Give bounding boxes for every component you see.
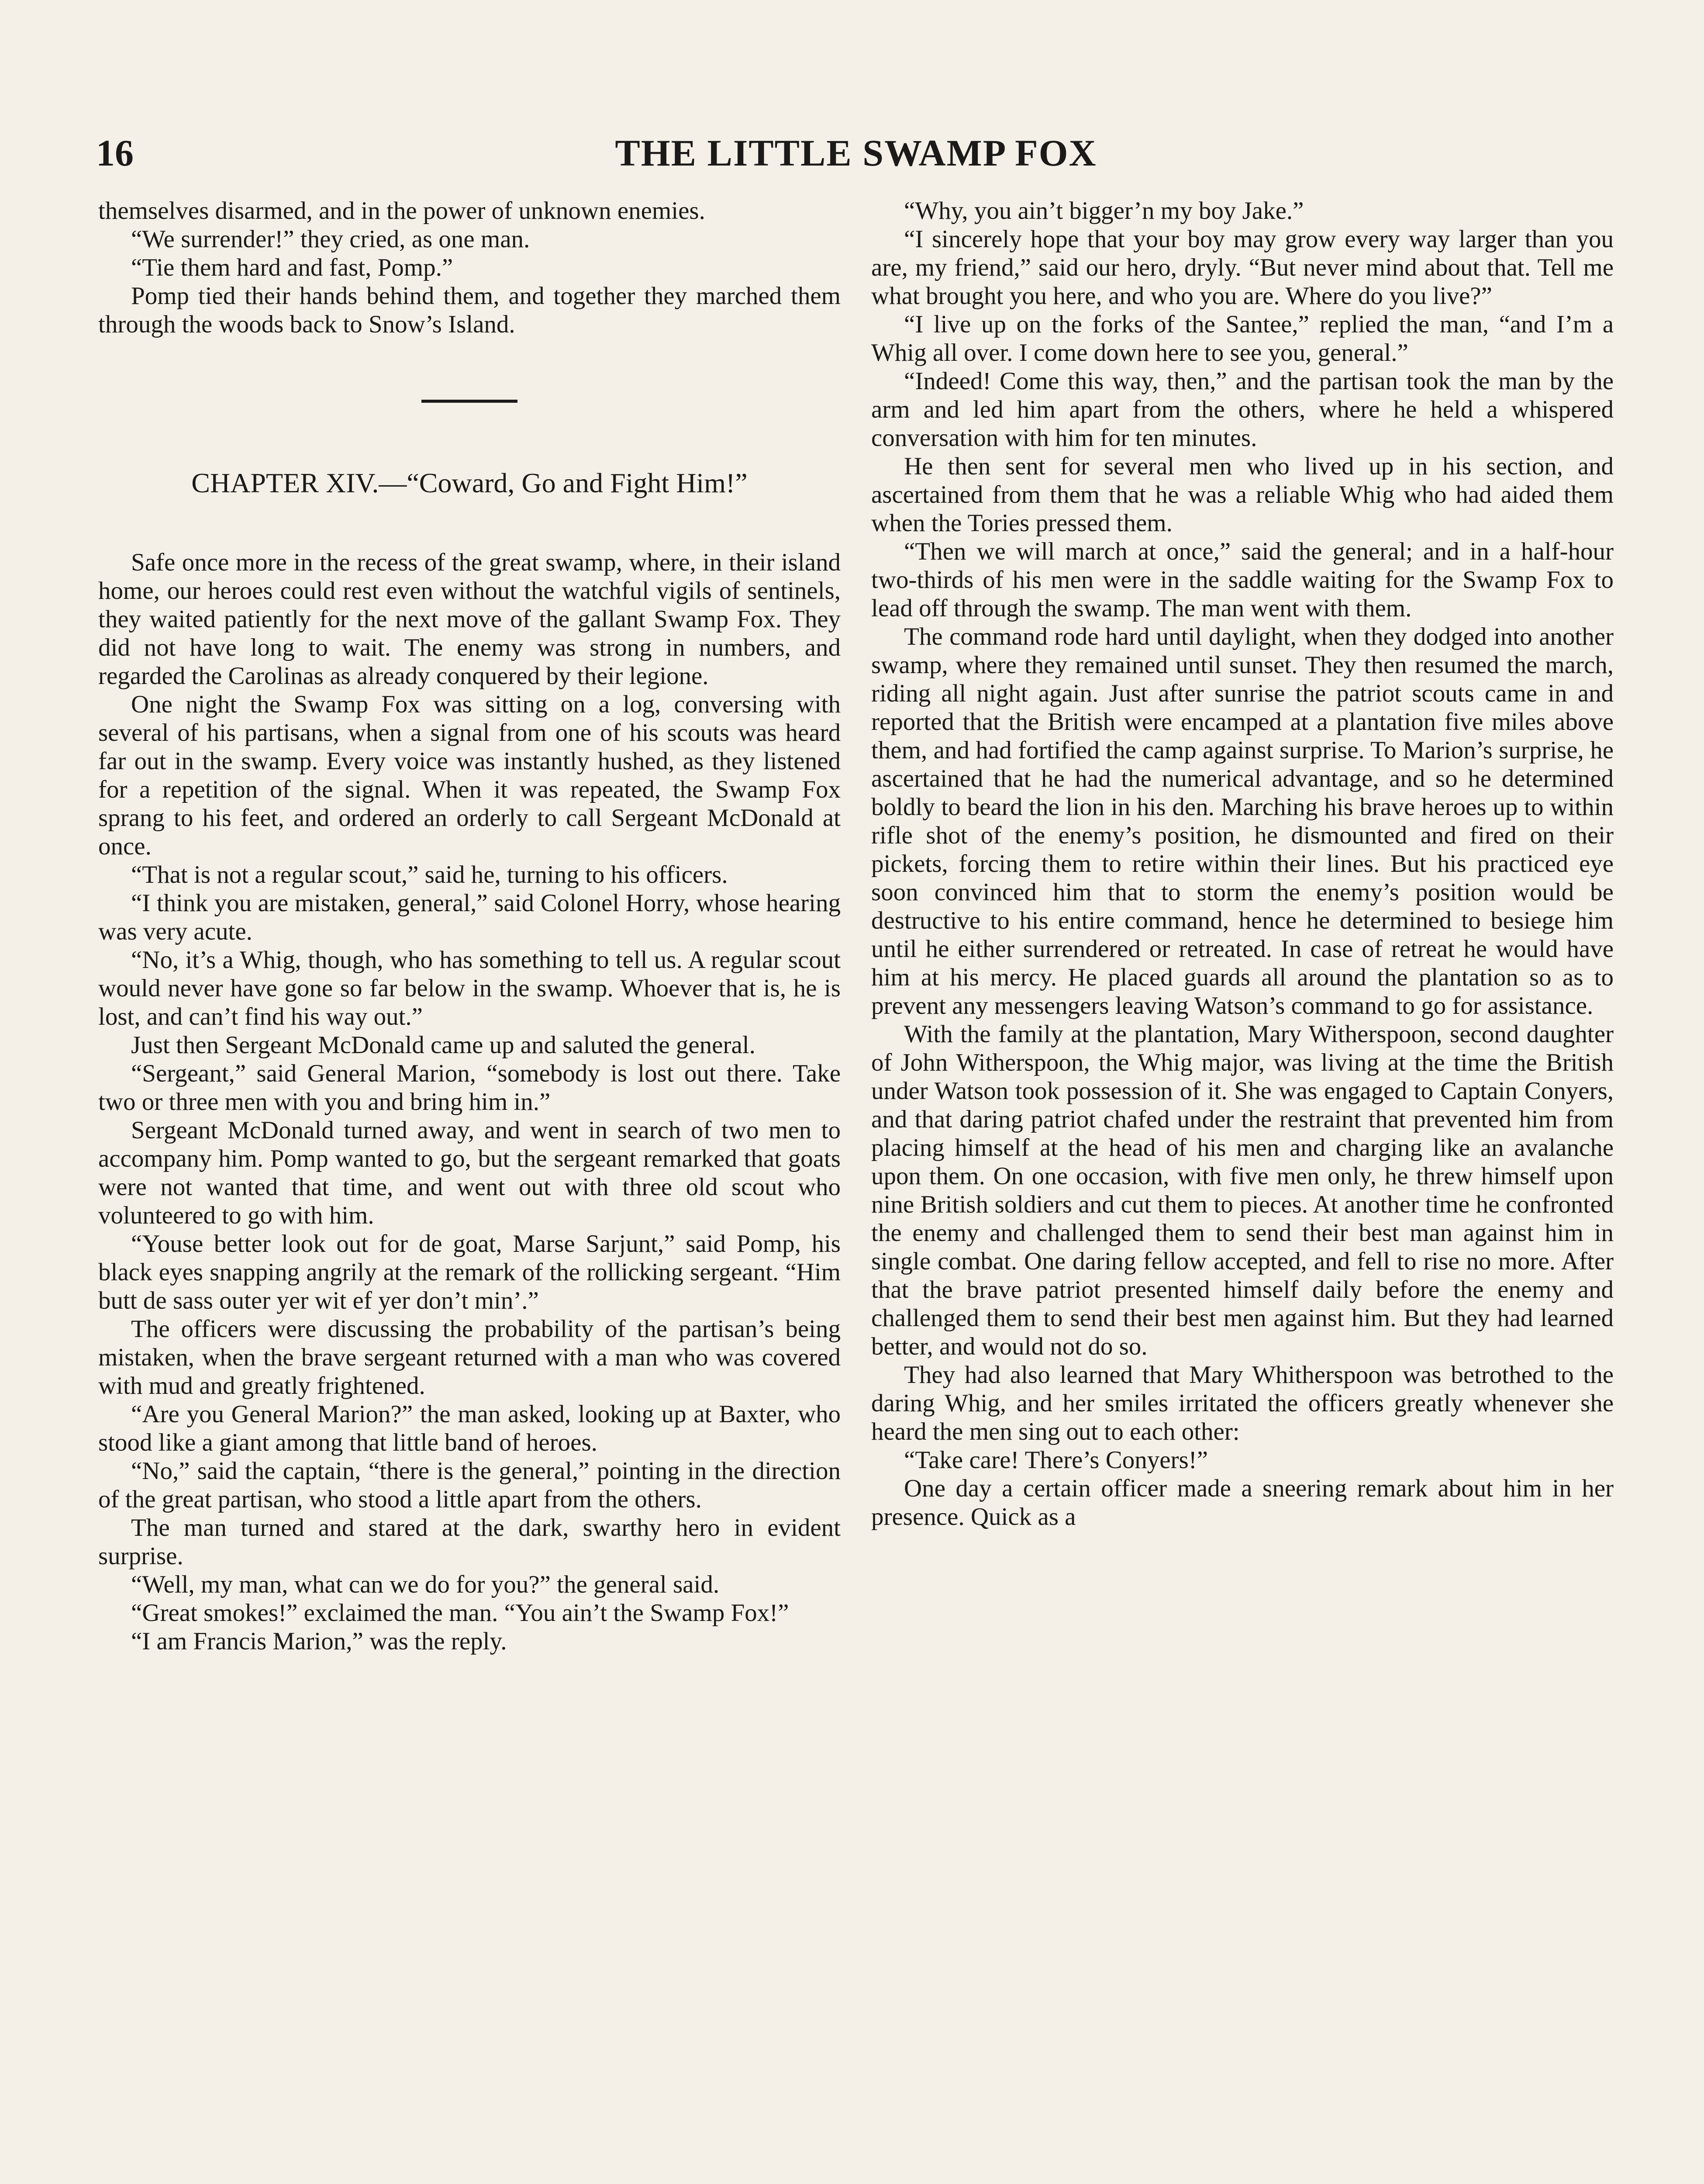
paragraph: Safe once more in the recess of the great swamp, where, in their island home, our heroes could rest even without the watchful vigils of sentinels, they waited patiently for the next move of the gallant Swamp Fox. They did not have long to wait. The enemy was strong in numbers, and regarded the Carolinas as already conquered by their legione. xyxy=(98,549,841,690)
paragraph: “I sincerely hope that your boy may grow every way larger than you are, my friend,” said our hero, dryly. “But never mind about that. Tell me what brought you here, and who you are. Where do you live?” xyxy=(871,225,1614,310)
paragraph: “I am Francis Marion,” was the reply. xyxy=(131,1628,507,1655)
paragraph: “Why, you ain’t bigger’n my boy Jake.” xyxy=(904,197,1304,225)
paragraph: “Great smokes!” exclaimed the man. “You ain’t the Swamp Fox!” xyxy=(131,1599,789,1627)
section-divider xyxy=(421,400,517,403)
paragraph: The officers were discussing the probability of the partisan’s being mistaken, when the brave sergeant returned with a man who was covered with mud and greatly frightened. xyxy=(98,1315,841,1400)
paragraph: “Then we will march at once,” said the general; and in a half-hour two-thirds of his men were in the saddle waiting for the Swamp Fox to lead off through the swamp. The man went with them. xyxy=(871,538,1614,622)
paragraph: “We surrender!” they cried, as one man. xyxy=(131,225,530,253)
paragraph: With the family at the plantation, Mary Witherspoon, second daughter of John Witherspoon, the Whig major, was living at the time the British under Watson took possession of it. She was engaged to Captain Conyers, and that daring patriot chafed under the restraint that prevented him from placing himself at the head of his men and charging like an avalanche upon them. On one occasion, with five men only, he threw himself upon nine British soldiers and cut them to pieces. At another time he confronted the enemy and challenged them to send their best man against him in single combat. One daring fellow accepted, and fell to rise no more. After that the brave patriot presented himself daily before the enemy and challenged them to send their best men against him. But they had learned better, and would not do so. xyxy=(871,1020,1614,1360)
paragraph: “Sergeant,” said General Marion, “somebody is lost out there. Take two or three men with you and bring him in.” xyxy=(98,1060,841,1116)
paragraph: “No, it’s a Whig, though, who has something to tell us. A regular scout would never have gone so far below in the swamp. Whoever that is, he is lost, and can’t find his way out.” xyxy=(98,946,841,1030)
right-column xyxy=(871,197,1614,2184)
paragraph: “That is not a regular scout,” said he, turning to his officers. xyxy=(131,861,728,888)
page-number: 16 xyxy=(96,132,134,174)
paragraph: “I live up on the forks of the Santee,” replied the man, “and I’m a Whig all over. I come down here to see you, general.” xyxy=(871,311,1614,366)
paragraph: He then sent for several men who lived up in his section, and ascertained from them that he was a reliable Whig who had aided them when the Tories pressed them. xyxy=(871,453,1614,537)
paragraph: Pomp tied their hands behind them, and together they marched them through the woods back to Snow’s Island. xyxy=(98,282,841,338)
page-header xyxy=(96,122,1616,183)
paragraph: One night the Swamp Fox was sitting on a log, conversing with several of his partisans, when a signal from one of his scouts was heard far out in the swamp. Every voice was instantly hushed, as they listened for a repetition of the signal. When it was repeated, the Swamp Fox sprang to his feet, and ordered an orderly to call Sergeant McDonald at once. xyxy=(98,691,841,860)
running-title: THE LITTLE SWAMP FOX xyxy=(615,132,1097,174)
paragraph: One day a certain officer made a sneering remark about him in her presence. Quick as a xyxy=(871,1475,1614,1531)
left-column xyxy=(98,197,841,2184)
paragraph: “Take care! There’s Conyers!” xyxy=(904,1446,1208,1474)
paragraph: “Well, my man, what can we do for you?” the general said. xyxy=(131,1571,720,1598)
paragraph: themselves disarmed, and in the power of unknown enemies. xyxy=(98,197,705,225)
paragraph: “Youse better look out for de goat, Marse Sarjunt,” said Pomp, his black eyes snapping angrily at the remark of the rollicking sergeant. “Him butt de sass outer yer wit ef yer don’t min’.” xyxy=(98,1230,841,1314)
paragraph: “Indeed! Come this way, then,” and the partisan took the man by the arm and led him apart from the others, where he held a whispered conversation with him for ten minutes. xyxy=(871,367,1614,452)
paragraph: “Are you General Marion?” the man asked, looking up at Baxter, who stood like a giant among that little band of heroes. xyxy=(98,1400,841,1456)
paragraph: They had also learned that Mary Whitherspoon was betrothed to the daring Whig, and her smiles irritated the officers greatly whenever she heard the men sing out to each other: xyxy=(871,1361,1614,1445)
paragraph: The command rode hard until daylight, when they dodged into another swamp, where they remained until sunset. They then resumed the march, riding all night again. Just after sunrise the patriot scouts came in and reported that the British were encamped at a plantation five miles above them, and had fortified the camp against surprise. To Marion’s surprise, he ascertained that he had the numerical advantage, and so he determined boldly to beard the lion in his den. Marching his brave heroes up to within rifle shot of the enemy’s position, he dismounted and fired on their pickets, forcing them to retire within their lines. But his practiced eye soon convinced him that to storm the enemy’s position would be destructive to his entire command, hence he determined to besiege him until he either surrendered or retreated. In case of retreat he would have him at his mercy. He placed guards all around the plantation so as to prevent any messengers leaving Watson’s command to go for assistance. xyxy=(871,623,1614,1019)
paragraph: Sergeant McDonald turned away, and went in search of two men to accompany him. Pomp wanted to go, but the sergeant remarked that goats were not wanted that time, and went out with three old scout who volunteered to go with him. xyxy=(98,1116,841,1229)
paragraph: “I think you are mistaken, general,” said Colonel Horry, whose hearing was very acute. xyxy=(98,889,841,945)
paragraph: Just then Sergeant McDonald came up and saluted the general. xyxy=(131,1031,755,1059)
paragraph: “Tie them hard and fast, Pomp.” xyxy=(131,254,453,281)
chapter-heading: CHAPTER XIV.—“Coward, Go and Fight Him!” xyxy=(191,467,748,498)
paragraph: “No,” said the captain, “there is the general,” pointing in the direction of the great partisan, who stood a little apart from the others. xyxy=(98,1457,841,1513)
paragraph: The man turned and stared at the dark, swarthy hero in evident surprise. xyxy=(98,1514,841,1570)
